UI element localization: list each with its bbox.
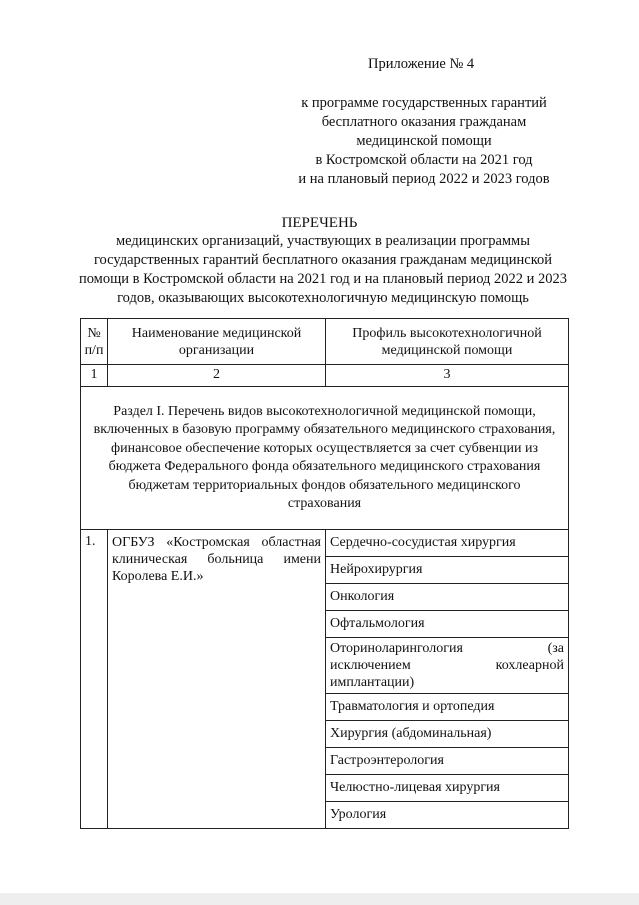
column-number: 2 — [108, 365, 326, 387]
column-numbers-row — [81, 365, 569, 387]
profile-item: Сердечно-сосудистая хирургия — [326, 530, 569, 557]
appendix-line: бесплатного оказания гражданам — [321, 114, 527, 130]
section-row — [81, 387, 569, 530]
column-number: 3 — [326, 365, 569, 387]
document-title: ПЕРЕЧЕНЬ — [281, 215, 358, 231]
document-subtitle: медицинских организаций, участвующих в реализации программы государственных гарантий бесплатного оказания гражданам медицинской помощи в Костромской области на 2021 год и на плановый период 2022 и 2023 годов, оказывающих высокотехнологичную медицинскую помощь — [78, 233, 568, 306]
header-org: Наименование медицинской организации — [108, 319, 326, 365]
appendix-line: медицинской помощи — [356, 133, 492, 149]
section-title: Раздел I. Перечень видов высокотехнологичной медицинской помощи, включенных в базовую программу обязательного медицинского страхования, финансовое обеспечение которых осуществляется за счет субвенции из бюджета Федерального фонда обязательного медицинского страхования бюджетам территориальных фондов обязательного медицинского страхования — [81, 387, 569, 530]
profile-item: Урология — [326, 802, 569, 829]
row-number: 1. — [81, 530, 108, 829]
header-num: № п/п — [81, 319, 108, 365]
appendix-line: к программе государственных гарантий — [301, 95, 547, 111]
appendix-number: Приложение № 4 — [368, 56, 475, 72]
profile-item: Травматология и ортопедия — [326, 694, 569, 721]
organizations-table — [80, 318, 569, 829]
profile-item: Челюстно-лицевая хирургия — [326, 775, 569, 802]
page-bottom-edge — [0, 893, 639, 905]
header-profile: Профиль высокотехнологичной медицинской помощи — [326, 319, 569, 365]
appendix-reference — [268, 94, 580, 189]
table-row — [81, 530, 569, 557]
profile-item: Офтальмология — [326, 611, 569, 638]
profile-item: Онкология — [326, 584, 569, 611]
profile-item: Гастроэнтерология — [326, 748, 569, 775]
profile-item: Хирургия (абдоминальная) — [326, 721, 569, 748]
appendix-line: в Костромской области на 2021 год — [315, 152, 533, 168]
column-number: 1 — [81, 365, 108, 387]
table-header-row — [81, 319, 569, 365]
appendix-line: и на плановый период 2022 и 2023 годов — [298, 171, 550, 187]
organization-name: ОГБУЗ «Костромская областная клиническая больница имени Королева Е.И.» — [108, 530, 326, 829]
profile-item: Оториноларингология (за исключением кохлеарной имплантации) — [326, 638, 569, 694]
profile-item: Нейрохирургия — [326, 557, 569, 584]
